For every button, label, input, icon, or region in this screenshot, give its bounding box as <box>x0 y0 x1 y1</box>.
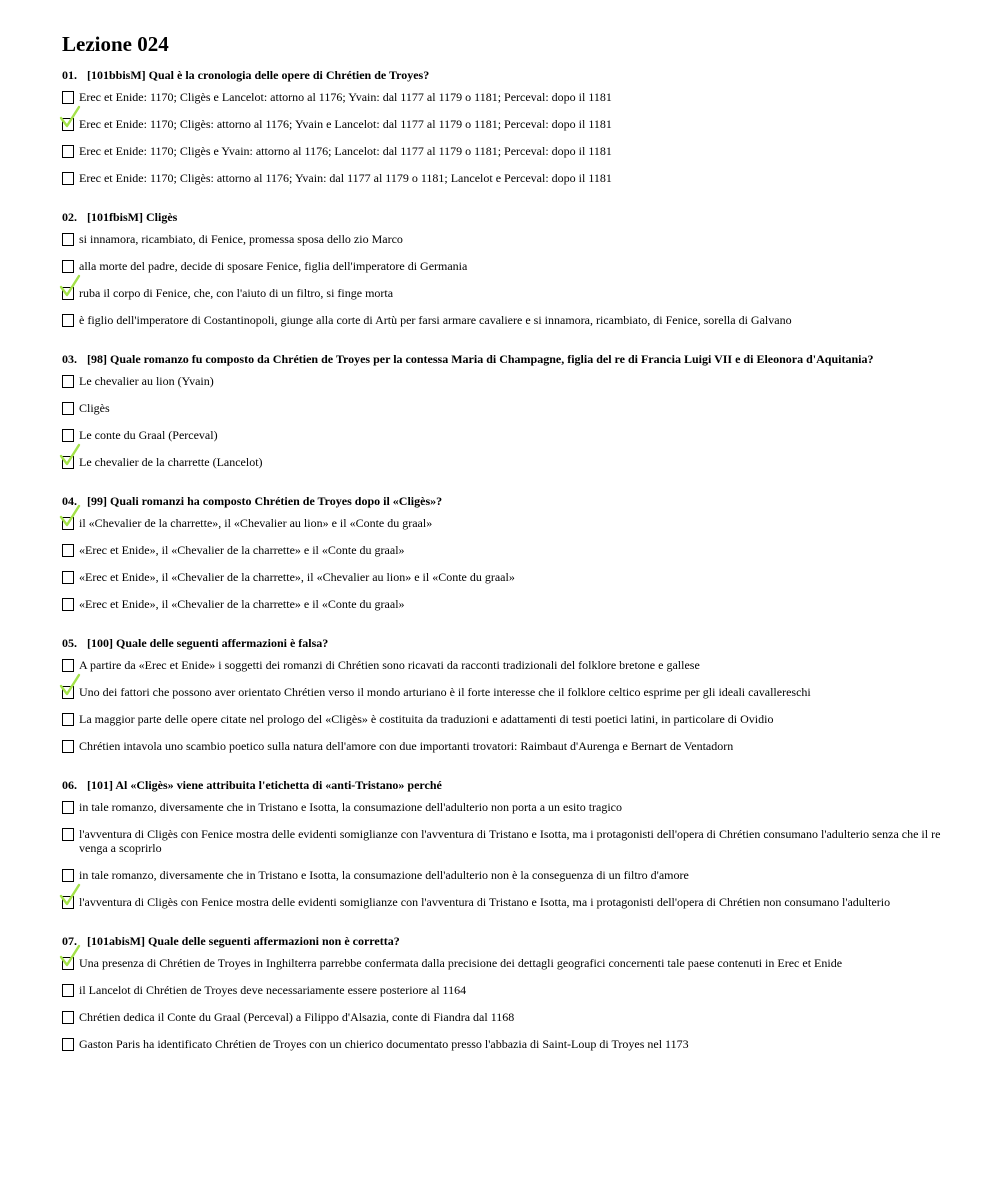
question-text: [100] Quale delle seguenti affermazioni è falsa? <box>87 636 329 650</box>
answer-option[interactable] <box>62 868 942 882</box>
answer-option[interactable] <box>62 286 942 300</box>
answer-checkbox[interactable] <box>62 801 74 814</box>
question-heading <box>62 493 942 509</box>
question-heading <box>62 209 942 225</box>
answer-option[interactable] <box>62 956 942 970</box>
answer-text: Chrétien intavola uno scambio poetico sulla natura dell'amore con due importanti trovatori: Raimbaut d'Aurenga e Bernart de Ventadorn <box>79 739 734 753</box>
answer-option[interactable] <box>62 827 942 855</box>
answer-text: Le chevalier au lion (Yvain) <box>79 374 214 388</box>
answer-text: l'avventura di Cligès con Fenice mostra delle evidenti somiglianze con l'avventura di Tristano e Isotta, ma i protagonisti dell'opera di Chrétien non consumano l'adulterio <box>79 895 891 909</box>
answer-checkbox[interactable] <box>62 233 74 246</box>
question-heading <box>62 777 942 793</box>
answer-option[interactable] <box>62 401 942 415</box>
answer-option[interactable] <box>62 712 942 726</box>
answer-option[interactable] <box>62 516 942 530</box>
answer-text: Erec et Enide: 1170; Cligès e Yvain: attorno al 1176; Lancelot: dal 1177 al 1179 o 1181; Perceval: dopo il 1181 <box>79 144 612 158</box>
answer-checkbox[interactable] <box>62 145 74 158</box>
question-number: 07. <box>62 934 77 948</box>
question-list <box>62 67 942 1051</box>
correct-check-icon <box>58 881 82 907</box>
answer-checkbox[interactable] <box>62 740 74 753</box>
page-title: Lezione 024 <box>62 32 169 56</box>
question-number: 02. <box>62 210 77 224</box>
question-number: 04. <box>62 494 77 508</box>
correct-check-icon <box>58 103 82 129</box>
answer-option[interactable] <box>62 428 942 442</box>
answer-text: in tale romanzo, diversamente che in Tristano e Isotta, la consumazione dell'adulterio non è la conseguenza di un filtro d'amore <box>79 868 689 882</box>
answer-option[interactable] <box>62 570 942 584</box>
answer-text: Le chevalier de la charrette (Lancelot) <box>79 455 263 469</box>
answer-checkbox[interactable] <box>62 1038 74 1051</box>
answer-text: La maggior parte delle opere citate nel prologo del «Cligès» è costituita da traduzioni e adattamenti di testi poetici latini, in particolare di Ovidio <box>79 712 774 726</box>
answer-text: l'avventura di Cligès con Fenice mostra delle evidenti somiglianze con l'avventura di Tristano e Isotta, ma i protagonisti dell'opera di Chrétien consumano l'adulterio senza che il re venga a scoprirlo <box>79 827 941 855</box>
question-heading <box>62 933 942 949</box>
answer-text: è figlio dell'imperatore di Costantinopoli, giunge alla corte di Artù per farsi armare cavaliere e si innamora, ricambiato, di Fenice, sorella di Galvano <box>79 313 792 327</box>
answer-text: Cligès <box>79 401 110 415</box>
answer-option[interactable] <box>62 144 942 158</box>
question-number: 01. <box>62 68 77 82</box>
answer-text: «Erec et Enide», il «Chevalier de la charrette» e il «Conte du graal» <box>79 597 405 611</box>
answer-text: Gaston Paris ha identificato Chrétien de Troyes con un chierico documentato presso l'abbazia di Saint-Loup di Troyes nel 1173 <box>79 1037 689 1051</box>
question-text: [101bbisM] Qual è la cronologia delle opere di Chrétien de Troyes? <box>87 68 430 82</box>
question-heading <box>62 351 942 367</box>
answer-text: alla morte del padre, decide di sposare Fenice, figlia dell'imperatore di Germania <box>79 259 468 273</box>
quiz-page <box>62 30 942 1051</box>
answer-option[interactable] <box>62 1010 942 1024</box>
answer-option[interactable] <box>62 313 942 327</box>
correct-check-icon <box>58 441 82 467</box>
question-heading <box>62 67 942 83</box>
answer-option[interactable] <box>62 232 942 246</box>
answer-checkbox[interactable] <box>62 828 74 841</box>
question-heading <box>62 635 942 651</box>
answer-option[interactable] <box>62 685 942 699</box>
answer-checkbox[interactable] <box>62 375 74 388</box>
answer-checkbox[interactable] <box>62 713 74 726</box>
question-block <box>62 67 942 185</box>
answer-option[interactable] <box>62 117 942 131</box>
answer-text: Erec et Enide: 1170; Cligès e Lancelot: attorno al 1176; Yvain: dal 1177 al 1179 o 1181; Perceval: dopo il 1181 <box>79 90 612 104</box>
answer-checkbox[interactable] <box>62 598 74 611</box>
answer-text: Le conte du Graal (Perceval) <box>79 428 218 442</box>
question-number: 05. <box>62 636 77 650</box>
answer-checkbox[interactable] <box>62 314 74 327</box>
answer-option[interactable] <box>62 895 942 909</box>
answer-option[interactable] <box>62 90 942 104</box>
question-text: [101] Al «Cligès» viene attribuita l'etichetta di «anti-Tristano» perché <box>87 778 442 792</box>
answer-option[interactable] <box>62 739 942 753</box>
answer-checkbox[interactable] <box>62 544 74 557</box>
answer-checkbox[interactable] <box>62 172 74 185</box>
question-block <box>62 209 942 327</box>
answer-checkbox[interactable] <box>62 1011 74 1024</box>
question-block <box>62 351 942 469</box>
question-text: [101abisM] Quale delle seguenti affermazioni non è corretta? <box>87 934 400 948</box>
correct-check-icon <box>58 272 82 298</box>
answer-checkbox[interactable] <box>62 571 74 584</box>
correct-check-icon <box>58 502 82 528</box>
answer-text: «Erec et Enide», il «Chevalier de la charrette», il «Chevalier au lion» e il «Conte du graal» <box>79 570 515 584</box>
correct-check-icon <box>58 671 82 697</box>
question-block <box>62 635 942 753</box>
answer-option[interactable] <box>62 800 942 814</box>
answer-option[interactable] <box>62 259 942 273</box>
answer-checkbox[interactable] <box>62 984 74 997</box>
answer-text: «Erec et Enide», il «Chevalier de la charrette» e il «Conte du graal» <box>79 543 405 557</box>
answer-option[interactable] <box>62 597 942 611</box>
question-block <box>62 777 942 909</box>
answer-option[interactable] <box>62 1037 942 1051</box>
answer-text: si innamora, ricambiato, di Fenice, promessa sposa dello zio Marco <box>79 232 403 246</box>
question-text: [101fbisM] Cligès <box>87 210 178 224</box>
answer-option[interactable] <box>62 374 942 388</box>
question-number: 03. <box>62 352 77 366</box>
answer-text: Una presenza di Chrétien de Troyes in Inghilterra parrebbe confermata dalla precisione dei dettagli geografici concernenti tale paese contenuti in Erec et Enide <box>79 956 843 970</box>
answer-text: A partire da «Erec et Enide» i soggetti dei romanzi di Chrétien sono ricavati da racconti tradizionali del folklore bretone e gallese <box>79 658 700 672</box>
answer-text: in tale romanzo, diversamente che in Tristano e Isotta, la consumazione dell'adulterio non porta a un esito tragico <box>79 800 623 814</box>
question-number: 06. <box>62 778 77 792</box>
answer-text: Erec et Enide: 1170; Cligès: attorno al 1176; Yvain e Lancelot: dal 1177 al 1179 o 1181; Perceval: dopo il 1181 <box>79 117 612 131</box>
correct-check-icon <box>58 942 82 968</box>
answer-text: Chrétien dedica il Conte du Graal (Perceval) a Filippo d'Alsazia, conte di Fiandra dal 1168 <box>79 1010 515 1024</box>
answer-option[interactable] <box>62 171 942 185</box>
answer-text: il «Chevalier de la charrette», il «Chevalier au lion» e il «Conte du graal» <box>79 516 433 530</box>
answer-text: il Lancelot di Chrétien de Troyes deve necessariamente essere posteriore al 1164 <box>79 983 467 997</box>
answer-option[interactable] <box>62 983 942 997</box>
answer-text: Erec et Enide: 1170; Cligès: attorno al 1176; Yvain: dal 1177 al 1179 o 1181; Lancelot e Perceval: dopo il 1181 <box>79 171 612 185</box>
answer-text: ruba il corpo di Fenice, che, con l'aiuto di un filtro, si finge morta <box>79 286 394 300</box>
answer-option[interactable] <box>62 455 942 469</box>
question-block <box>62 933 942 1051</box>
question-block <box>62 493 942 611</box>
answer-option[interactable] <box>62 658 942 672</box>
answer-option[interactable] <box>62 543 942 557</box>
answer-checkbox[interactable] <box>62 402 74 415</box>
question-text: [99] Quali romanzi ha composto Chrétien de Troyes dopo il «Cligès»? <box>87 494 443 508</box>
answer-text: Uno dei fattori che possono aver orientato Chrétien verso il mondo arturiano è il forte interesse che il folklore celtico esprime per gli ideali cavallereschi <box>79 685 811 699</box>
question-text: [98] Quale romanzo fu composto da Chrétien de Troyes per la contessa Maria di Champagne, figlia del re di Francia Luigi VII e di Eleonora d'Aquitania? <box>87 352 874 366</box>
